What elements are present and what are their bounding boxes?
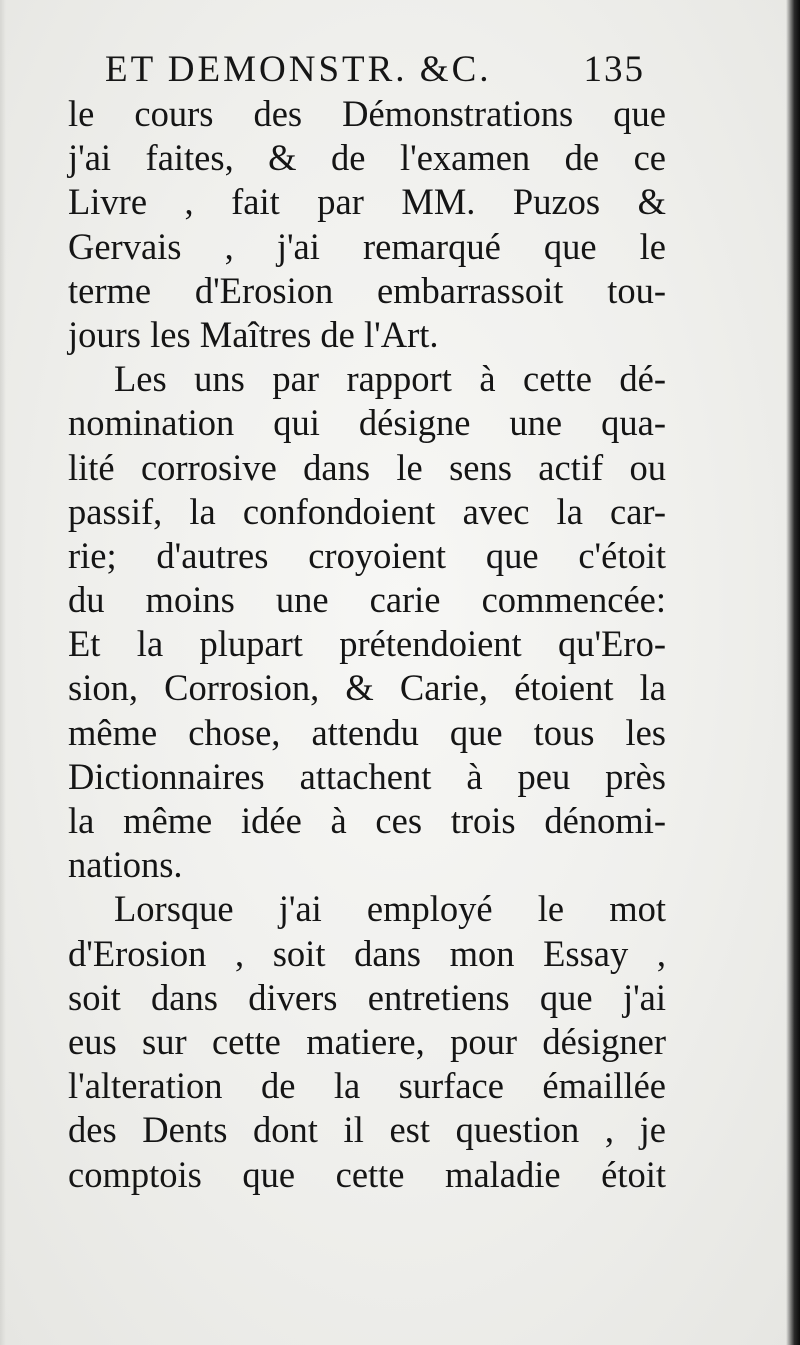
text-line: nomination qui désigne une qua- xyxy=(68,402,666,444)
text-line: soit dans divers entretiens que j'ai xyxy=(68,976,666,1018)
text-line: Les uns par rapport à cette dé- xyxy=(114,358,666,400)
running-head: ET DEMONSTR. &C. xyxy=(105,49,492,90)
text-line: la même idée à ces trois dénomi- xyxy=(68,800,666,841)
page-binding-edge xyxy=(786,0,800,1345)
text-line: terme d'Erosion embarrassoit tou- xyxy=(68,269,666,311)
page-number: 135 xyxy=(583,49,645,90)
text-line: lité corrosive dans le sens actif ou xyxy=(68,446,666,488)
text-line: eus sur cette matiere, pour désigner xyxy=(68,1020,666,1062)
text-line: rie; d'autres croyoient que c'étoit xyxy=(68,534,666,576)
text-line: passif, la confondoient avec la car- xyxy=(68,490,666,532)
text-line: Gervais , j'ai remarqué que le xyxy=(68,225,666,267)
text-line: le cours des Démonstrations que xyxy=(68,93,666,134)
text-line: Livre , fait par MM. Puzos & xyxy=(68,181,666,223)
text-line: sion, Corrosion, & Carie, étoient la xyxy=(68,667,666,709)
text-line: jours les Maîtres de l'Art. xyxy=(68,313,439,355)
text-line: Lorsque j'ai employé le mot xyxy=(114,888,666,930)
text-line: j'ai faites, & de l'examen de ce xyxy=(68,137,666,179)
page-left-edge xyxy=(0,0,6,1345)
text-line: même chose, attendu que tous les xyxy=(68,711,666,753)
text-line: du moins une carie commencée: xyxy=(68,579,666,621)
body-text xyxy=(68,92,666,1197)
text-line: comptois que cette maladie étoit xyxy=(68,1153,666,1195)
text-line: nations. xyxy=(68,844,183,886)
text-line: Et la plupart prétendoient qu'Ero- xyxy=(68,623,666,665)
text-line: d'Erosion , soit dans mon Essay , xyxy=(68,932,666,974)
text-line: des Dents dont il est question , je xyxy=(68,1109,666,1151)
text-line: l'alteration de la surface émaillée xyxy=(68,1065,666,1107)
text-line: Dictionnaires attachent à peu près xyxy=(68,755,666,797)
